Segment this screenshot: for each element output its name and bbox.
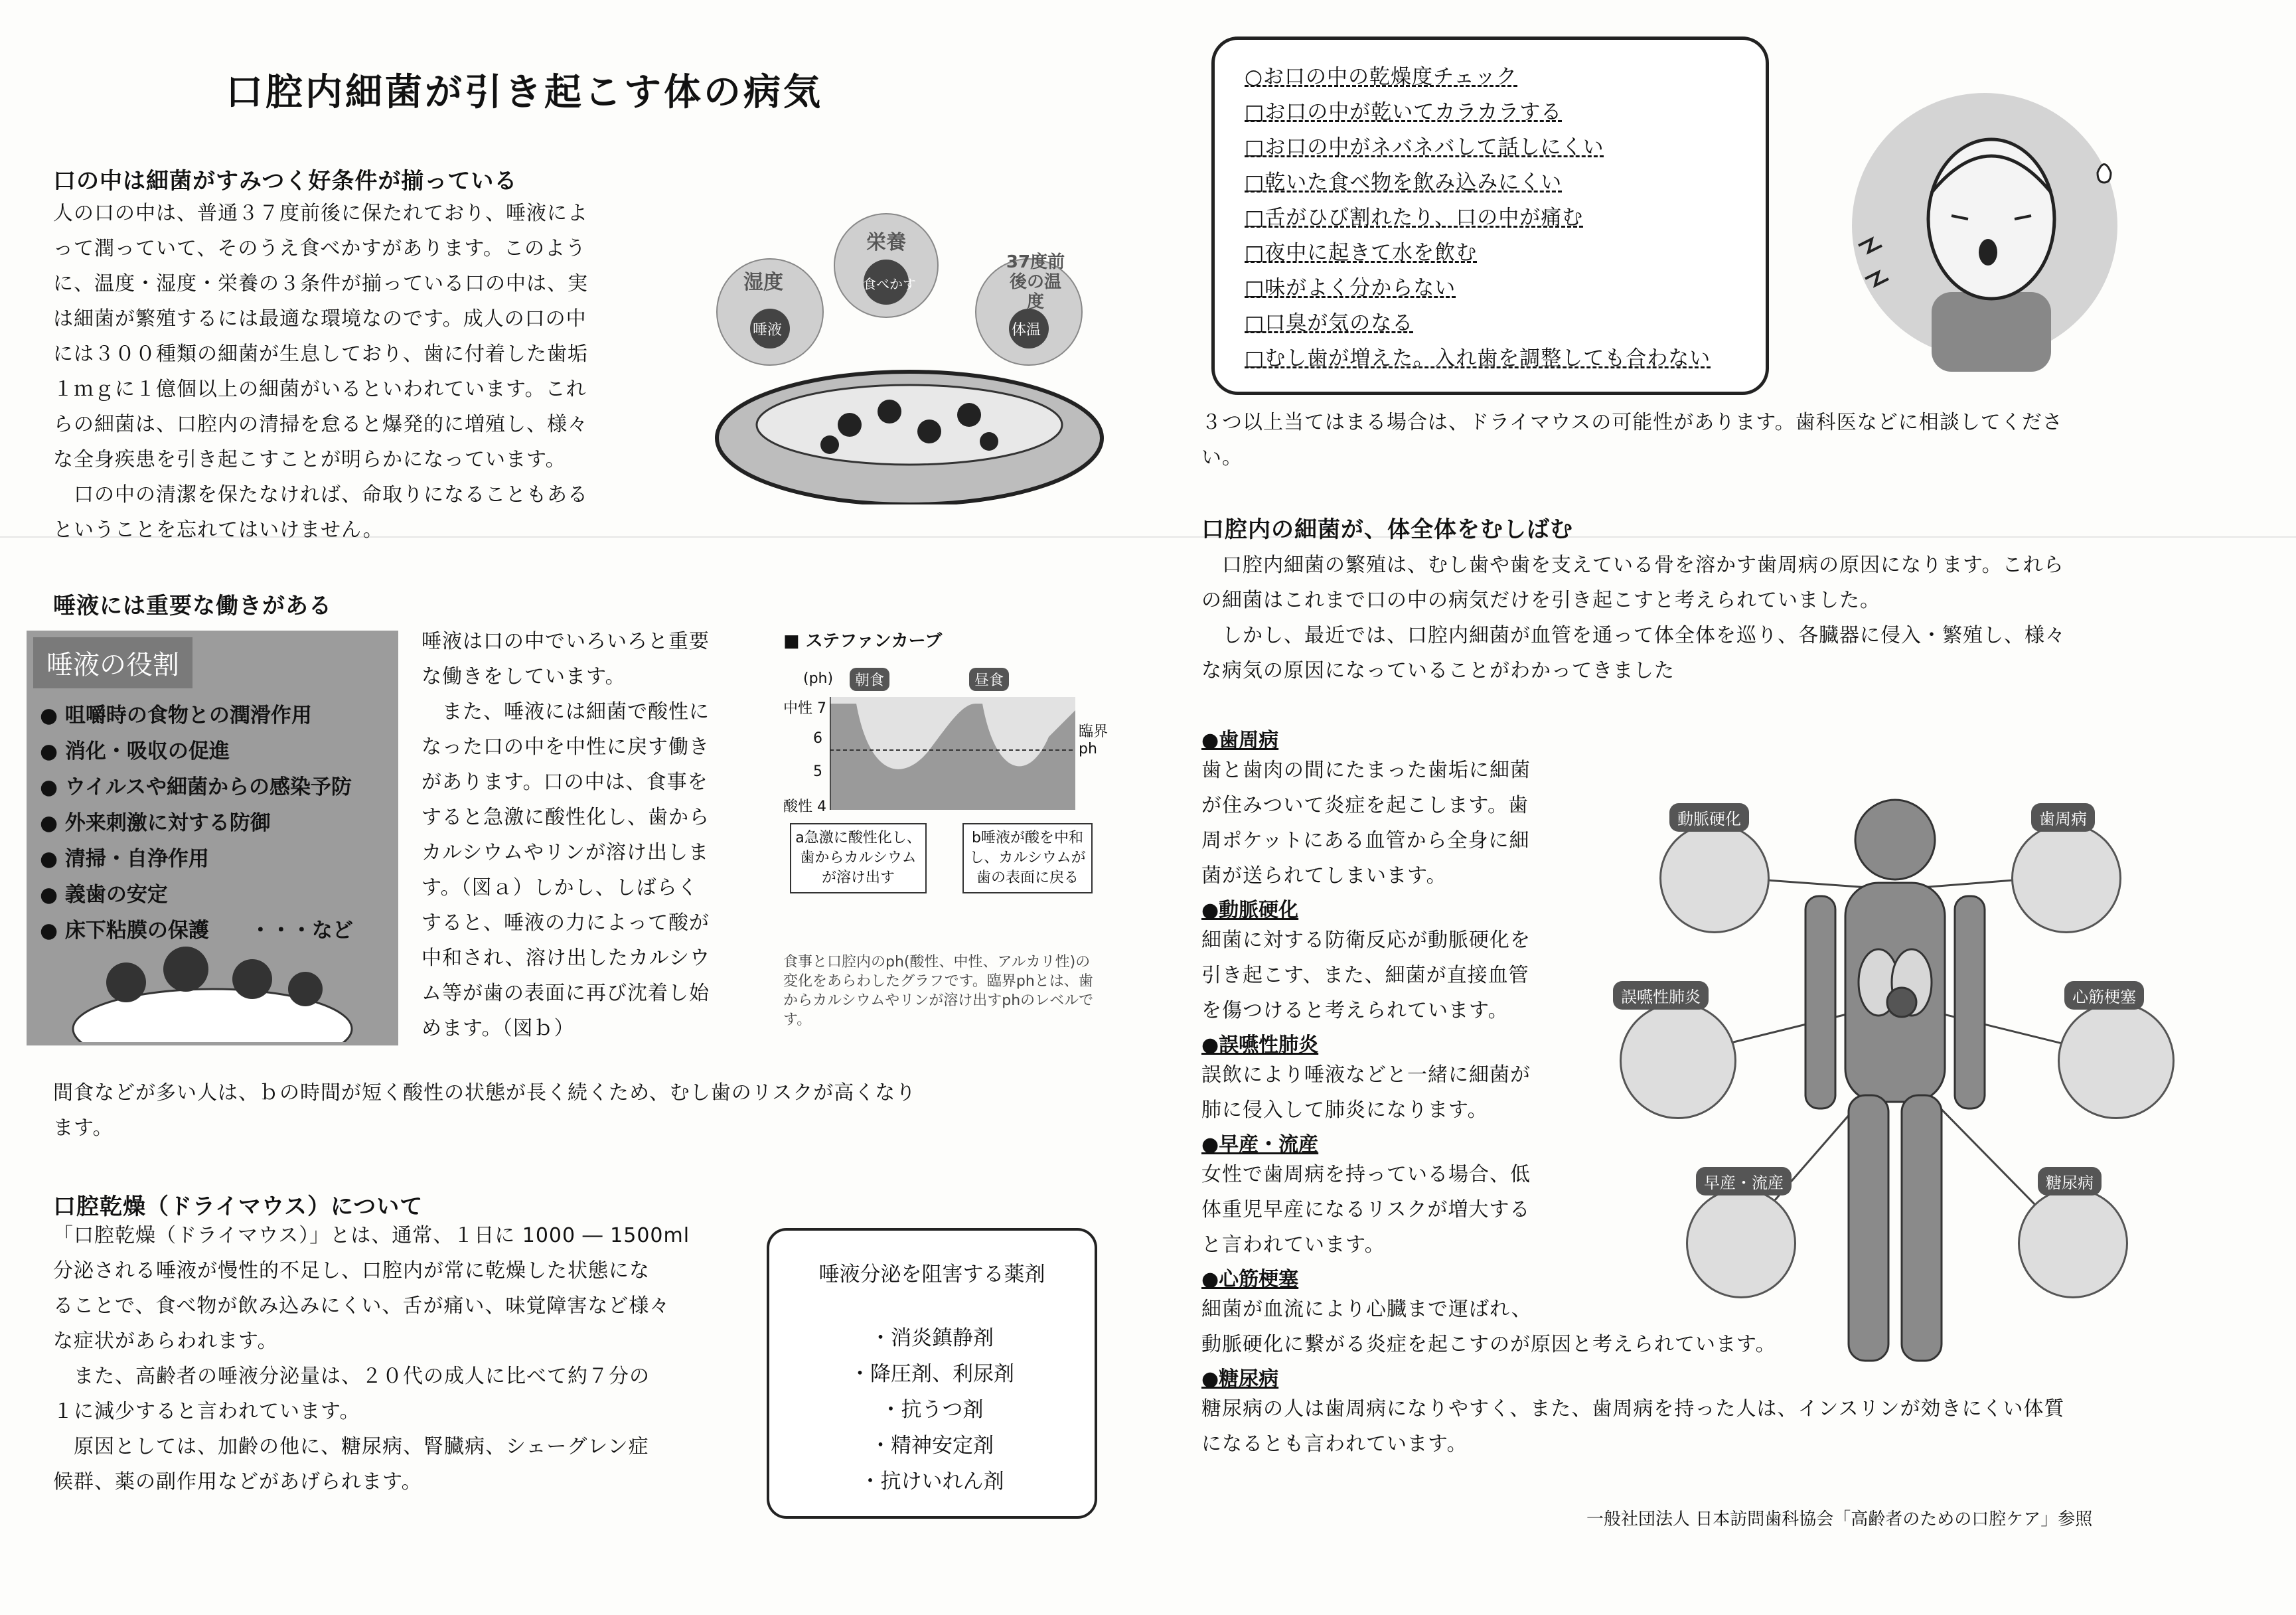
graph-y-acid: 酸性 4 <box>783 799 826 815</box>
section-heading-bacteria: 口の中は細菌がすみつく好条件が揃っている <box>53 168 518 194</box>
graph-note-a: a急激に酸性化し、歯からカルシウムが溶け出す <box>790 823 927 893</box>
graph-critical-ph: 臨界ph <box>1079 724 1109 757</box>
text-line: な働きをしています。 <box>421 665 626 688</box>
text-line: らの細菌は、口腔内の清掃を怠ると爆発的に増殖し、様々 <box>53 413 588 436</box>
text-line: 人の口の中は、普通３７度前後に保たれており、唾液によ <box>53 202 588 225</box>
organ-tag-arteriosclerosis: 動脈硬化 <box>1669 803 1749 832</box>
organ-tag-premature-birth: 早産・流産 <box>1696 1167 1792 1195</box>
checklist-item: □むし歯が増えた。入れ歯を調整しても合わない <box>1245 346 1711 370</box>
text-line: と言われています。 <box>1201 1233 1385 1257</box>
graph-lunch-label: 昼食 <box>969 668 1009 691</box>
disease-name-pneumonia: ●誤嚥性肺炎 <box>1201 1034 1319 1057</box>
dry-mouth-checklist <box>1211 37 1769 395</box>
saliva-role-box <box>27 631 398 1045</box>
checklist-item: □お口の中が乾いてカラカラする <box>1245 100 1563 124</box>
label-saliva: 唾液 <box>753 322 783 339</box>
mouth-bacteria-illustration <box>697 212 1122 504</box>
text-line: になるとも言われています。 <box>1201 1432 1468 1456</box>
graph-breakfast-label: 朝食 <box>850 668 889 691</box>
text-line: 細菌に対する防衛反応が動脈硬化を <box>1201 929 1531 952</box>
text-line: な症状があらわれます。 <box>53 1330 278 1353</box>
text-line: すると急激に酸性化し、歯から <box>421 806 710 829</box>
list-item: ● 義歯の安定 <box>40 877 398 913</box>
text-line: １ｍｇに１億個以上の細菌がいるといわれています。これ <box>53 378 587 401</box>
disease-name-periodontal: ●歯周病 <box>1201 729 1279 752</box>
text-line: い。 <box>1201 446 1243 469</box>
disease-name-diabetes: ●糖尿病 <box>1201 1367 1279 1391</box>
text-line: 候群、薬の副作用などがあげられます。 <box>53 1470 422 1494</box>
graph-plot <box>830 697 1075 810</box>
page-title: 口腔内細菌が引き起こす体の病気 <box>226 71 823 114</box>
text-line: 体重児早産になるリスクが増大する <box>1201 1198 1531 1221</box>
text-line: なった口の中を中性に戻す働き <box>421 735 710 759</box>
drug-box-title: 唾液分泌を阻害する薬剤 <box>818 1263 1045 1286</box>
organ-tag-pneumonia: 誤嚥性肺炎 <box>1613 981 1709 1010</box>
text-line: また、高齢者の唾液分泌量は、２０代の成人に比べて約７分の <box>53 1365 650 1388</box>
graph-ph-unit: (ph) <box>803 670 834 687</box>
text-line: に、温度・湿度・栄養の３条件が揃っている口の中は、実 <box>53 272 588 295</box>
section-heading-saliva: 唾液には重要な働きがある <box>53 593 332 619</box>
list-item: ● 咀嚼時の食物との潤滑作用 <box>40 698 398 733</box>
organ-circle-pancreas <box>2018 1188 2128 1298</box>
source-citation: 一般社団法人 日本訪問歯科協会「高齢者のための口腔ケア」参照 <box>1586 1509 2093 1529</box>
organ-tag-myocardial-infarction: 心筋梗塞 <box>2064 981 2144 1010</box>
list-item: ● 清掃・自浄作用 <box>40 841 398 877</box>
text-line: 唾液は口の中でいろいろと重要 <box>421 630 710 653</box>
text-line: ることで、食べ物が飲み込みにくい、舌が痛い、味覚障害など様々 <box>53 1294 670 1318</box>
organ-circle-tooth <box>2011 823 2121 933</box>
label-nutrition: 栄養 <box>866 231 906 254</box>
text-line: ということを忘れてはいけません。 <box>53 518 384 542</box>
list-item: ● ウイルスや細菌からの感染予防 <box>40 769 398 805</box>
text-line: １に減少すると言われています。 <box>53 1400 360 1423</box>
text-line: ます。 <box>53 1116 114 1140</box>
section-body-dry-mouth <box>53 1218 770 1500</box>
text-line: には３００種類の細菌が生息しており、歯に付着した歯垢 <box>53 343 588 366</box>
section-body-bacteria <box>53 196 690 548</box>
text-line: 女性で歯周病を持っている場合、低 <box>1201 1163 1531 1186</box>
text-line: があります。口の中は、食事を <box>421 771 708 794</box>
text-line: 「口腔乾燥（ドライマウス）」とは、通常、１日に 1000 ― 1500ml <box>53 1224 690 1247</box>
organ-circle-lungs <box>1620 1002 1736 1119</box>
section-heading-dry-mouth: 口腔乾燥（ドライマウス）について <box>53 1193 423 1220</box>
list-item: ・消炎鎮静剤 <box>870 1326 994 1350</box>
checklist-item: □味がよく分からない <box>1245 276 1456 300</box>
checklist-item: □舌がひび割れたり、口の中が痛む <box>1245 206 1584 230</box>
checklist-item: □口臭が気のなる <box>1245 311 1414 335</box>
text-line: な病気の原因になっていることがわかってきました <box>1201 659 1675 682</box>
text-line: を傷つけると考えられています。 <box>1201 999 1509 1022</box>
text-line: 周ポケットにある血管から全身に細 <box>1201 829 1530 852</box>
label-humidity: 湿度 <box>743 271 783 294</box>
graph-y-6: 6 <box>813 730 822 747</box>
section-body-systemic <box>1201 548 2263 688</box>
teeth-character-illustration <box>66 929 358 1042</box>
label-body-temp: 体温 <box>1012 322 1041 339</box>
organ-circle-artery <box>1659 823 1770 933</box>
list-item: ・抗うつ剤 <box>880 1398 984 1422</box>
label-food-debris: 食べかす <box>863 276 916 292</box>
list-item: ・降圧剤、利尿剤 <box>850 1362 1014 1386</box>
body-organ-diagram <box>1606 783 2184 1381</box>
section-body-saliva <box>421 624 767 1046</box>
text-line: 中和され、溶け出したカルシウ <box>421 947 711 970</box>
text-line: 引き起こす、また、細菌が直接血管 <box>1201 964 1529 987</box>
list-item: ・抗けいれん剤 <box>860 1470 1004 1494</box>
text-line: 口腔内細菌の繁殖は、むし歯や歯を支えている骨を溶かす歯周病の原因になります。これら <box>1201 554 2064 577</box>
checklist-item: □お口の中がネバネバして話しにくい <box>1245 135 1604 159</box>
text-line: が住みついて炎症を起こします。歯 <box>1201 794 1529 817</box>
graph-note-b: b唾液が酸を中和し、カルシウムが歯の表面に戻る <box>962 823 1093 893</box>
text-line: 間食などが多い人は、ｂの時間が短く酸性の状態が長く続くため、むし歯のリスクが高くなり <box>53 1081 917 1105</box>
section-body-snack-risk <box>53 1075 1102 1146</box>
organ-circle-heart <box>2058 1002 2175 1119</box>
checklist-result <box>1201 405 2263 475</box>
disease-name-arteriosclerosis: ●動脈硬化 <box>1201 899 1299 922</box>
graph-title: ■ ステファンカーブ <box>783 631 943 651</box>
elderly-man-illustration <box>1852 93 2151 372</box>
text-line: ム等が歯の表面に再び沈着し始 <box>421 982 710 1005</box>
graph-y-5: 5 <box>813 763 822 780</box>
text-line: の細菌はこれまで口の中の病気だけを引き起こすと考えられていました。 <box>1201 589 1880 612</box>
text-line: また、唾液には細菌で酸性に <box>421 700 710 724</box>
text-line: って潤っていて、そのうえ食べかすがあります。このよう <box>53 237 586 260</box>
disease-name-premature-birth: ●早産・流産 <box>1201 1133 1319 1156</box>
organ-tag-diabetes: 糖尿病 <box>2038 1167 2102 1195</box>
section-heading-systemic: 口腔内の細菌が、体全体をむしばむ <box>1201 516 1573 543</box>
text-line: な全身疾患を引き起こすことが明らかになっています。 <box>53 448 566 471</box>
text-line: めます。（図ｂ） <box>421 1017 575 1040</box>
text-line: 口の中の清潔を保たなければ、命取りになることもある <box>53 483 588 506</box>
checklist-item: □夜中に起きて水を飲む <box>1245 241 1478 265</box>
text-line: は細菌が繁殖するには最適な環境なのです。成人の口の中 <box>53 307 587 331</box>
list-item: ・精神安定剤 <box>870 1434 994 1458</box>
list-item: ● 外来刺激に対する防御 <box>40 805 398 841</box>
graph-caption: 食事と口腔内のph(酸性、中性、アルカリ性)の変化をあらわしたグラフです。臨界phとは、歯からカルシウムやリンが溶け出すphのレベルです。 <box>783 954 1094 1028</box>
text-line: ３つ以上当てはまる場合は、ドライマウスの可能性があります。歯科医などに相談してくださ <box>1201 411 2063 434</box>
list-item: ● 床下粘膜の保護 ・・・など <box>40 913 398 949</box>
organ-circle-fetus <box>1686 1188 1796 1298</box>
text-line: すると、唾液の力によって酸が <box>421 911 710 935</box>
checklist-item: □乾いた食べ物を飲み込みにくい <box>1245 171 1563 194</box>
checklist-title: ○お口の中の乾燥度チェック <box>1245 65 1518 89</box>
text-line: 分泌される唾液が慢性的不足し、口腔内が常に乾燥した状態にな <box>53 1259 650 1282</box>
text-line: しかし、最近では、口腔内細菌が血管を通って体全体を巡り、各臓器に侵入・繁殖し、様々 <box>1201 624 2066 647</box>
text-line: 菌が送られてしまいます。 <box>1201 864 1447 887</box>
label-temperature: 37度前後の温度 <box>1006 252 1065 312</box>
graph-y-neutral: 中性 7 <box>783 700 826 717</box>
list-item: ● 消化・吸収の促進 <box>40 733 398 769</box>
text-line: 歯と歯肉の間にたまった歯垢に細菌 <box>1201 759 1531 782</box>
drug-box <box>767 1228 1097 1519</box>
text-line: 肺に侵入して肺炎になります。 <box>1201 1099 1488 1122</box>
text-line: 細菌が血流により心臓まで運ばれ、 <box>1201 1298 1532 1321</box>
organ-tag-periodontal: 歯周病 <box>2031 803 2095 832</box>
text-line: 糖尿病の人は歯周病になりやすく、また、歯周病を持った人は、インスリンが効きにくい体質 <box>1201 1397 2065 1421</box>
text-line: 原因としては、加齢の他に、糖尿病、腎臓病、シェーグレン症 <box>53 1435 649 1458</box>
text-line: 誤飲により唾液などと一緒に細菌が <box>1201 1063 1531 1087</box>
disease-name-myocardial-infarction: ●心筋梗塞 <box>1201 1268 1299 1291</box>
text-line: 動脈硬化に繋がる炎症を起こすのが原因と考えられています。 <box>1201 1333 1776 1356</box>
saliva-role-title: 唾液の役割 <box>33 637 192 688</box>
stephan-curve-graph <box>783 624 1115 1049</box>
text-line: カルシウムやリンが溶け出しま <box>421 841 709 864</box>
text-line: す。（図ａ）しかし、しばらく <box>421 876 698 899</box>
saliva-role-list <box>40 698 398 949</box>
